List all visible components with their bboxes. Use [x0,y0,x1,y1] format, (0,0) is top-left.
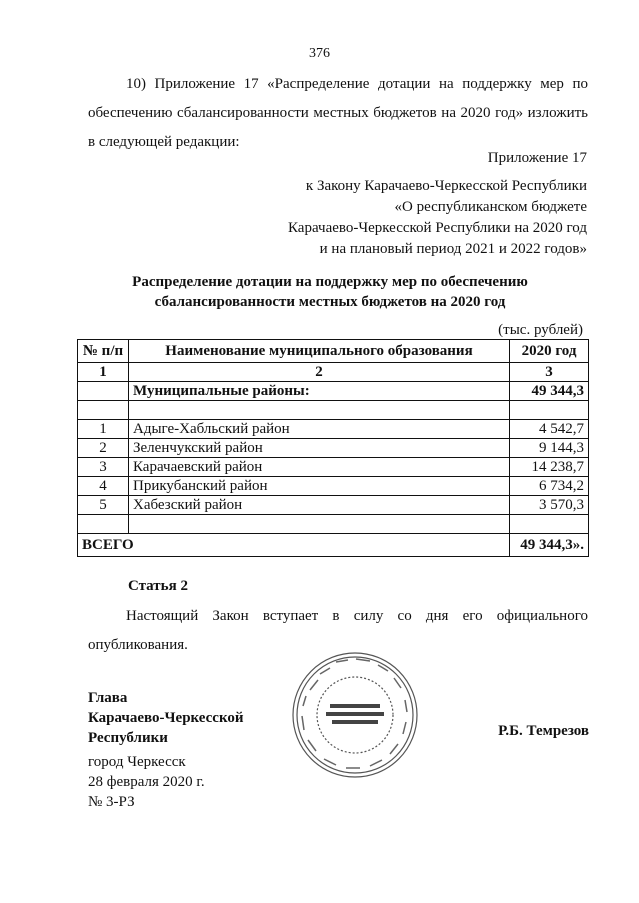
intro-line-3: в следующей редакции: [88,134,240,150]
date: 28 февраля 2020 г. [88,774,205,790]
table-row [78,420,589,439]
table-index-row [78,363,589,382]
signatory-position [88,688,244,748]
intro-line-1: 10) Приложение 17 «Распределение дотации на поддержку мер по [126,76,588,92]
row-name: Хабезский район [129,496,510,515]
position-line-2: Карачаево-Черкесской [88,710,244,726]
total-value: 49 344,3». [510,534,589,557]
subsidy-table [77,339,589,557]
section-value: 49 344,3 [510,382,589,401]
appendix-line-3: Карачаево-Черкесской Республики на 2020 год [288,220,587,236]
appendix-header [288,176,587,260]
city: город Черкесск [88,754,186,770]
appendix-line-4: и на плановый период 2021 и 2022 годов» [319,241,587,257]
row-value: 4 542,7 [510,420,589,439]
place-date-block [88,752,205,812]
table-row [78,458,589,477]
empty-cell [129,515,510,534]
row-num: 3 [78,458,129,477]
empty-cell [78,515,129,534]
appendix-line-1: к Закону Карачаево-Черкесской Республики [305,178,587,194]
row-value: 3 570,3 [510,496,589,515]
official-seal-stamp [290,650,420,780]
empty-cell [78,401,129,420]
intro-paragraph [88,70,588,157]
empty-cell [510,515,589,534]
page-number: 376 [309,46,330,61]
empty-row [78,401,589,420]
row-value: 14 238,7 [510,458,589,477]
header-year: 2020 год [510,340,589,363]
row-num: 1 [78,420,129,439]
row-value: 6 734,2 [510,477,589,496]
index-cell: 3 [510,363,589,382]
units-label: (тыс. рублей) [498,322,583,338]
empty-row [78,515,589,534]
appendix-line-2: «О республиканском бюджете [394,199,587,215]
table-title [60,272,600,312]
section-row [78,382,589,401]
table-title-line-1: Распределение дотации на поддержку мер по обеспечению [132,274,528,290]
index-cell: 1 [78,363,129,382]
row-num: 5 [78,496,129,515]
intro-line-2: обеспечению сбалансированности местных бюджетов на 2020 год» изложить [88,105,588,121]
total-label: ВСЕГО [78,534,510,557]
table-header-row [78,340,589,363]
row-name: Карачаевский район [129,458,510,477]
header-name: Наименование муниципального образования [129,340,510,363]
row-value: 9 144,3 [510,439,589,458]
table-row [78,477,589,496]
empty-cell [510,401,589,420]
row-name: Зеленчукский район [129,439,510,458]
row-name: Прикубанский район [129,477,510,496]
appendix-label: Приложение 17 [487,150,587,166]
article-title: Статья 2 [128,578,188,594]
position-line-1: Глава [88,690,128,706]
law-number: № 3-РЗ [88,794,135,810]
table-title-line-2: сбалансированности местных бюджетов на 2020 год [154,294,506,310]
empty-cell [129,401,510,420]
table-row [78,439,589,458]
header-num: № п/п [78,340,129,363]
position-line-3: Республики [88,730,168,746]
total-row [78,534,589,557]
index-cell: 2 [129,363,510,382]
section-num-cell [78,382,129,401]
article-line-1: Настоящий Закон вступает в силу со дня его официального [126,608,588,624]
row-num: 4 [78,477,129,496]
article-line-2: опубликования. [88,637,188,653]
row-num: 2 [78,439,129,458]
table-row [78,496,589,515]
signatory-name: Р.Б. Темрезов [498,723,589,739]
section-name: Муниципальные районы: [129,382,510,401]
row-name: Адыге-Хабльский район [129,420,510,439]
